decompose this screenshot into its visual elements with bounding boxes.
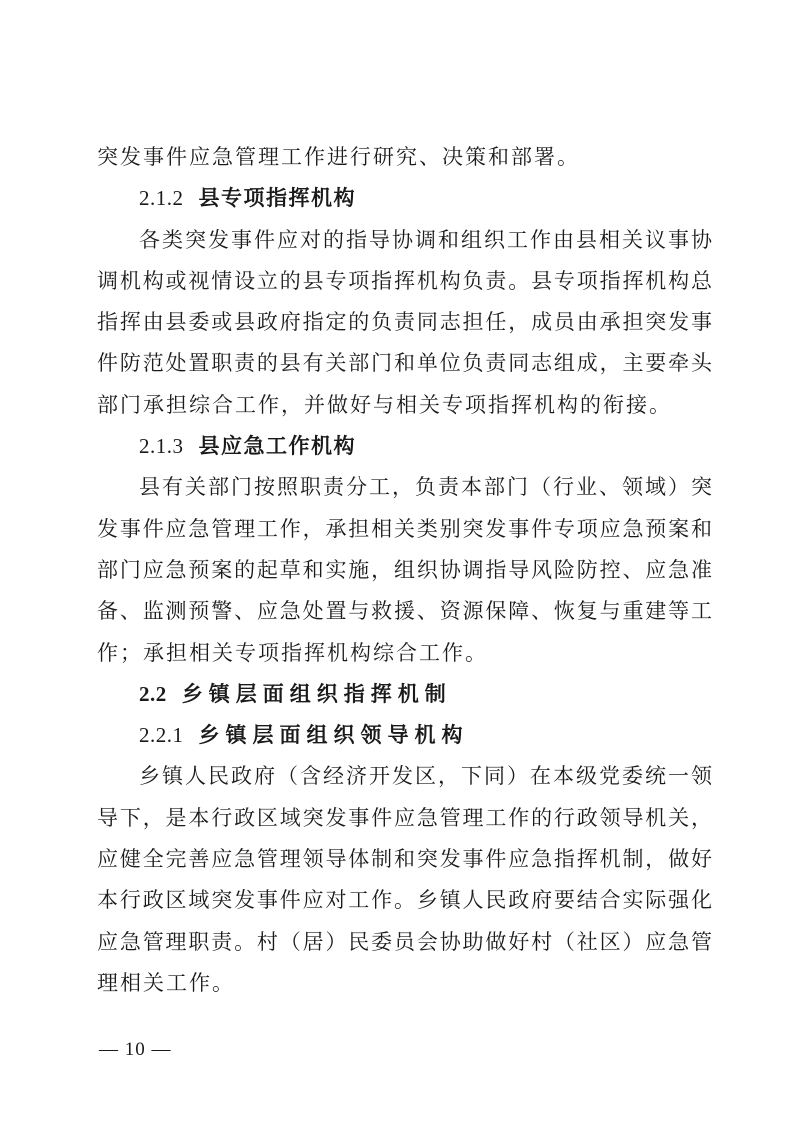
heading-title: 乡镇层面组织领导机构: [198, 723, 469, 748]
text-line: 件防范处置职责的县有关部门和单位负责同志组成，主要牵头: [97, 351, 713, 376]
section-heading: [97, 715, 713, 756]
heading-number: 2.1.3: [139, 434, 184, 459]
heading-number: 2.1.2: [139, 186, 184, 211]
text-line: 应急管理职责。村（居）民委员会协助做好村（社区）应急管: [97, 929, 713, 954]
text-line: 部门应急预案的起草和实施，组织协调指导风险防控、应急准: [97, 557, 713, 582]
heading-title: 县应急工作机构: [198, 434, 356, 459]
section-heading: [97, 426, 713, 467]
text-line: 应健全完善应急管理领导体制和突发事件应急指挥机制，做好: [97, 847, 713, 872]
document-body: [97, 137, 713, 1004]
heading-title: 乡镇层面组织指挥机制: [181, 681, 452, 706]
text-line: 调机构或视情设立的县专项指挥机构负责。县专项指挥机构总: [97, 268, 713, 293]
text-line: 部门承担综合工作，并做好与相关专项指挥机构的衔接。: [97, 392, 672, 417]
section-heading: [97, 178, 713, 219]
heading-number: 2.2.1: [139, 723, 184, 748]
text-line: 发事件应急管理工作，承担相关类别突发事件专项应急预案和: [97, 516, 713, 541]
text-line: 乡镇人民政府（含经济开发区，下同）在本级党委统一领: [139, 764, 713, 789]
page-number: — 10 —: [99, 1039, 172, 1060]
heading-number: 2.2: [139, 681, 167, 706]
text-line: 作；承担相关专项指挥机构综合工作。: [97, 640, 488, 665]
heading-title: 县专项指挥机构: [198, 186, 356, 211]
text-line: 指挥由县委或县政府指定的负责同志担任，成员由承担突发事: [97, 310, 713, 335]
section-heading: [97, 674, 713, 715]
text-line: 县有关部门按照职责分工，负责本部门（行业、领域）突: [139, 475, 713, 500]
text-line: 本行政区域突发事件应对工作。乡镇人民政府要结合实际强化: [97, 888, 713, 913]
text-line: 理相关工作。: [97, 970, 235, 995]
text-line: 备、监测预警、应急处置与救援、资源保障、恢复与重建等工: [97, 599, 713, 624]
text-line: 导下，是本行政区域突发事件应急管理工作的行政领导机关，: [97, 805, 713, 830]
text-line: 各类突发事件应对的指导协调和组织工作由县相关议事协: [139, 227, 713, 252]
text-line: 突发事件应急管理工作进行研究、决策和部署。: [97, 145, 580, 169]
